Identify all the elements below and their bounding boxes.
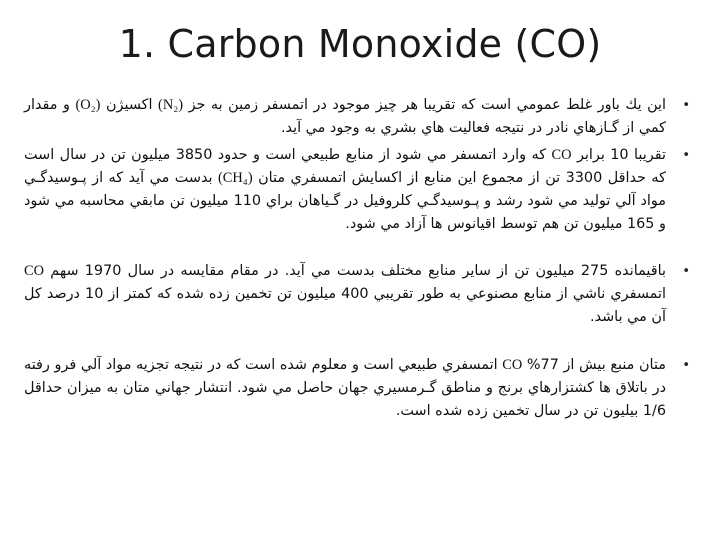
bullet-1-text-c: و مقدار كمي از گـازهاي نادر در نتيجه فعاليت هاي بشري به وجود مي آيد. — [24, 97, 666, 136]
bullet-1-n2-formula: (N₂) — [158, 97, 184, 113]
bullet-3-text-a: باقيمانده 275 ميليون تن از ساير منابع مختلف بدست مي آيد. در مقام مقايسه در سال 1970 سهم — [50, 263, 667, 279]
bullet-4-text-a: متان منبع بيش از 77% — [526, 357, 666, 373]
bullet-2-co-formula: CO — [551, 147, 572, 163]
bullet-marker: • — [682, 358, 690, 373]
bullet-2-text-c: بدست مي آيد كه از پـوسيدگـي مواد آلي توليد مي شود رشد و پـوسيدگـي كلروفيل در گـياهان براي 110 ميليون تن مابقي محاسبه مي شود و 165 ميليون تن هم توسط اقيانوس ها آزاد مي شود. — [24, 170, 666, 232]
bullet-3-text-b: اتمسفري ناشي از منابع مصنوعي به طور تقريبي 400 ميليون تن تخمين زده شده كه كمتر از 10 درصد كل آن مي باشد. — [24, 286, 667, 325]
bullet-marker: • — [682, 264, 690, 279]
bullet-1-text-b: اكسيژن — [105, 97, 153, 113]
slide-title: 1. Carbon Monoxide (CO) — [118, 22, 602, 66]
bullet-item-1 — [24, 94, 692, 140]
bullet-2-text-b: كه وارد اتمسفر مي شود از منابع طبيعي است و حدود 3850 ميليون تن در سال است كه حداقل 3300 تن از مجموع اين منابع از اكسايش اتمسفري متان — [24, 147, 666, 186]
bullet-item-2 — [24, 144, 692, 236]
bullet-list — [24, 94, 692, 423]
bullet-marker: • — [682, 148, 690, 163]
bullet-1-text-a: اين يك باور غلط عمومي است كه تقريبا هر چيز موجود در اتمسفر زمين به جز — [188, 97, 667, 113]
bullet-2-ch4-formula: (CH₄) — [218, 170, 253, 186]
bullet-1-o2-formula: (O₂) — [75, 97, 101, 113]
bullet-2-text-a: تقريبا 10 برابر — [576, 147, 666, 163]
bullet-item-4 — [24, 354, 692, 423]
bullet-4-co-formula: CO — [502, 357, 523, 373]
bullet-marker: • — [682, 98, 690, 113]
bullet-3-co-formula: CO — [24, 263, 44, 279]
bullet-item-3 — [24, 260, 692, 329]
bullet-4-text-b: اتمسفري طبيعي است و معلوم شده است كه در نتيجه تجزيه مواد آلي فرو رفته در باتلاق ها كشتزارهاي برنج و مناطق گـرمسيري جهان حاصل مي شود. انتشار جهاني متان به ميزان حداقل 1/6 بيليون تن در سال تخمين زده شده است. — [24, 357, 666, 419]
